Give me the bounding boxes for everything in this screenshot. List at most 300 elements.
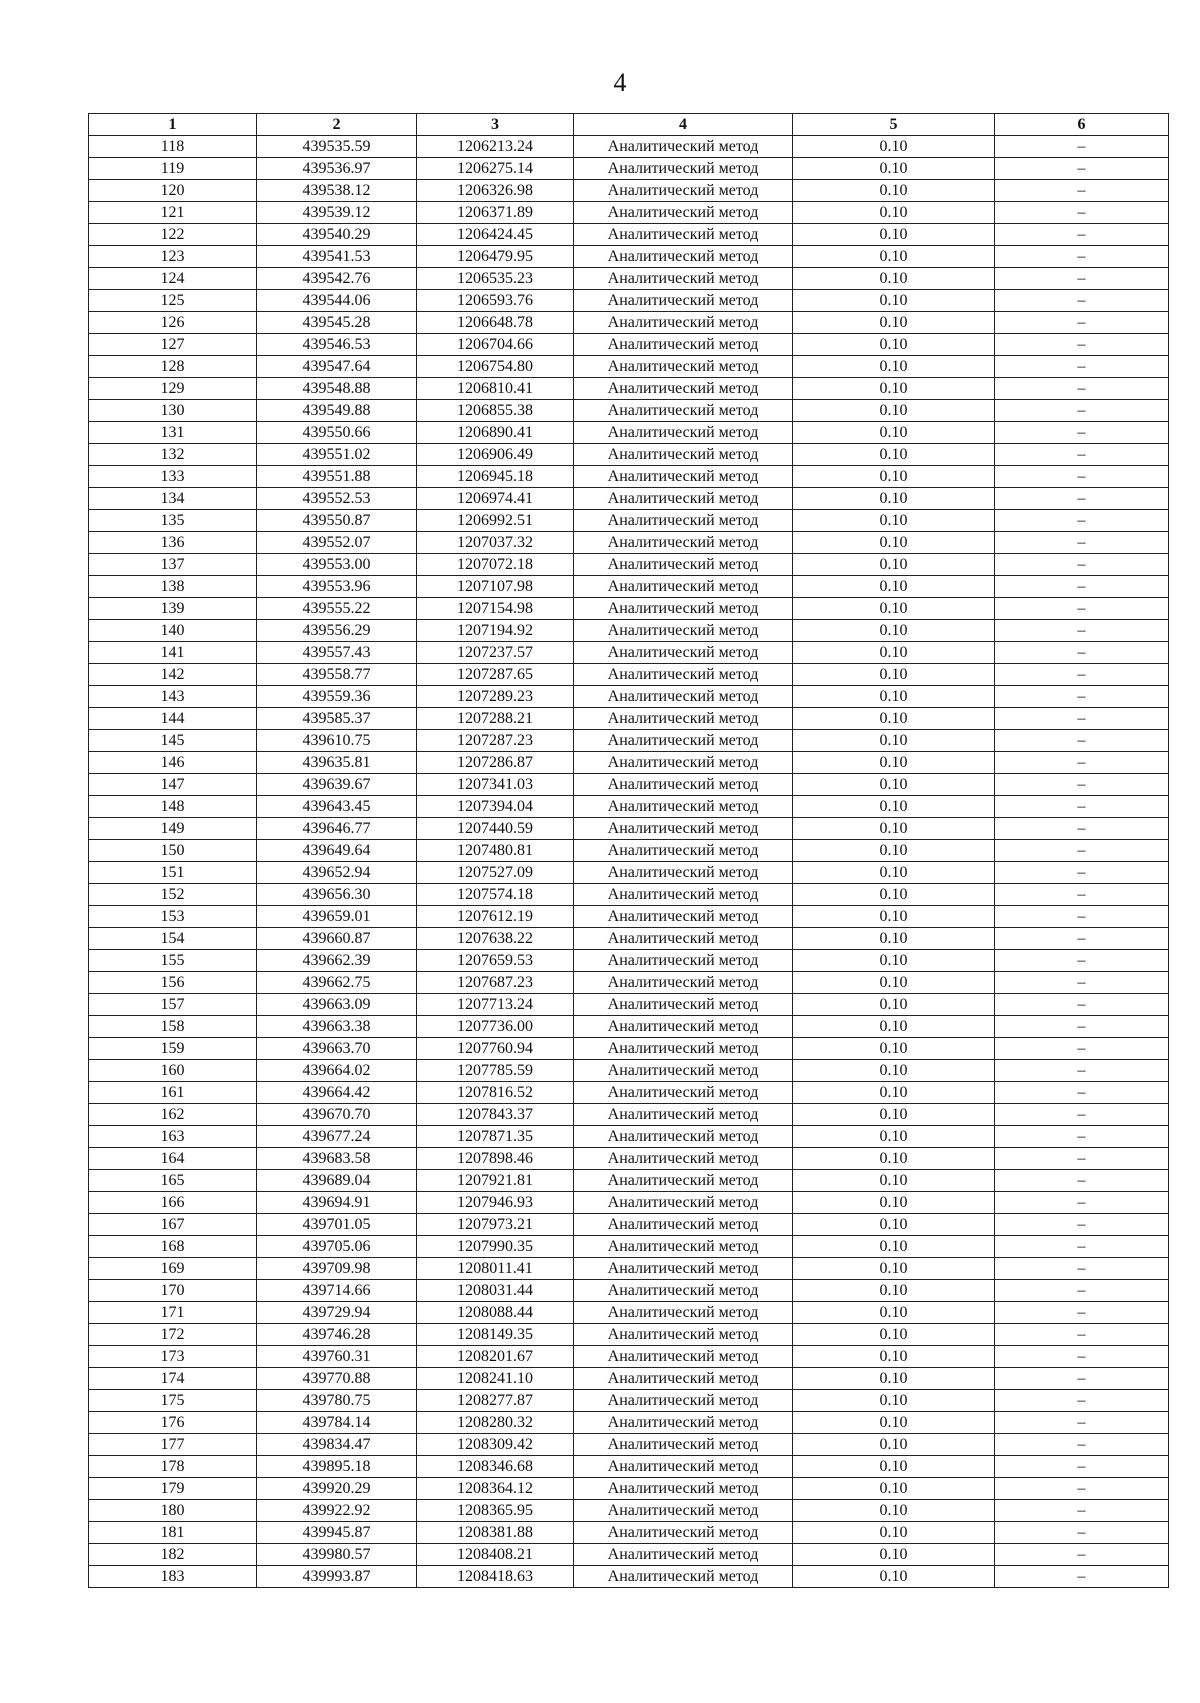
x-coordinate-cell: 439539.12	[257, 202, 417, 224]
table-row	[89, 576, 1169, 598]
point-number-cell: 166	[89, 1192, 257, 1214]
note-cell: –	[995, 598, 1169, 620]
page-number: 4	[613, 68, 627, 97]
point-number-cell: 153	[89, 906, 257, 928]
note-cell: –	[995, 1368, 1169, 1390]
y-coordinate-cell: 1206704.66	[417, 334, 574, 356]
y-coordinate-cell: 1207480.81	[417, 840, 574, 862]
table-row	[89, 1038, 1169, 1060]
point-number-cell: 132	[89, 444, 257, 466]
point-number-cell: 156	[89, 972, 257, 994]
point-number-cell: 179	[89, 1478, 257, 1500]
table-row	[89, 752, 1169, 774]
x-coordinate-cell: 439552.07	[257, 532, 417, 554]
note-cell: –	[995, 1126, 1169, 1148]
point-number-cell: 161	[89, 1082, 257, 1104]
accuracy-cell: 0.10	[793, 202, 995, 224]
point-number-cell: 168	[89, 1236, 257, 1258]
table-row	[89, 554, 1169, 576]
y-coordinate-cell: 1208149.35	[417, 1324, 574, 1346]
point-number-cell: 170	[89, 1280, 257, 1302]
table-row	[89, 1214, 1169, 1236]
method-cell: Аналитический метод	[574, 1478, 793, 1500]
y-coordinate-cell: 1207638.22	[417, 928, 574, 950]
note-cell: –	[995, 1302, 1169, 1324]
method-cell: Аналитический метод	[574, 510, 793, 532]
note-cell: –	[995, 862, 1169, 884]
note-cell: –	[995, 1566, 1169, 1588]
y-coordinate-cell: 1207037.32	[417, 532, 574, 554]
accuracy-cell: 0.10	[793, 312, 995, 334]
x-coordinate-cell: 439701.05	[257, 1214, 417, 1236]
y-coordinate-cell: 1207871.35	[417, 1126, 574, 1148]
note-cell: –	[995, 994, 1169, 1016]
note-cell: –	[995, 136, 1169, 158]
table-row	[89, 796, 1169, 818]
accuracy-cell: 0.10	[793, 1456, 995, 1478]
method-cell: Аналитический метод	[574, 246, 793, 268]
method-cell: Аналитический метод	[574, 378, 793, 400]
method-cell: Аналитический метод	[574, 1566, 793, 1588]
accuracy-cell: 0.10	[793, 378, 995, 400]
y-coordinate-cell: 1208346.68	[417, 1456, 574, 1478]
y-coordinate-cell: 1206213.24	[417, 136, 574, 158]
x-coordinate-cell: 439683.58	[257, 1148, 417, 1170]
accuracy-cell: 0.10	[793, 1522, 995, 1544]
x-coordinate-cell: 439714.66	[257, 1280, 417, 1302]
x-coordinate-cell: 439780.75	[257, 1390, 417, 1412]
point-number-cell: 176	[89, 1412, 257, 1434]
accuracy-cell: 0.10	[793, 1544, 995, 1566]
method-cell: Аналитический метод	[574, 444, 793, 466]
table-row	[89, 158, 1169, 180]
note-cell: –	[995, 972, 1169, 994]
y-coordinate-cell: 1207107.98	[417, 576, 574, 598]
point-number-cell: 167	[89, 1214, 257, 1236]
x-coordinate-cell: 439770.88	[257, 1368, 417, 1390]
y-coordinate-cell: 1207394.04	[417, 796, 574, 818]
accuracy-cell: 0.10	[793, 1192, 995, 1214]
y-coordinate-cell: 1207527.09	[417, 862, 574, 884]
x-coordinate-cell: 439541.53	[257, 246, 417, 268]
table-row	[89, 950, 1169, 972]
method-cell: Аналитический метод	[574, 224, 793, 246]
point-number-cell: 174	[89, 1368, 257, 1390]
table-row	[89, 488, 1169, 510]
note-cell: –	[995, 884, 1169, 906]
method-cell: Аналитический метод	[574, 664, 793, 686]
y-coordinate-cell: 1208201.67	[417, 1346, 574, 1368]
accuracy-cell: 0.10	[793, 1082, 995, 1104]
x-coordinate-cell: 439610.75	[257, 730, 417, 752]
table-row	[89, 1412, 1169, 1434]
y-coordinate-cell: 1208277.87	[417, 1390, 574, 1412]
x-coordinate-cell: 439980.57	[257, 1544, 417, 1566]
y-coordinate-cell: 1206424.45	[417, 224, 574, 246]
y-coordinate-cell: 1206371.89	[417, 202, 574, 224]
point-number-cell: 121	[89, 202, 257, 224]
note-cell: –	[995, 1478, 1169, 1500]
y-coordinate-cell: 1206479.95	[417, 246, 574, 268]
column-header: 6	[995, 114, 1169, 136]
coordinates-table	[88, 113, 1169, 1588]
y-coordinate-cell: 1207736.00	[417, 1016, 574, 1038]
method-cell: Аналитический метод	[574, 1324, 793, 1346]
note-cell: –	[995, 378, 1169, 400]
accuracy-cell: 0.10	[793, 488, 995, 510]
x-coordinate-cell: 439694.91	[257, 1192, 417, 1214]
table-row	[89, 972, 1169, 994]
y-coordinate-cell: 1207946.93	[417, 1192, 574, 1214]
x-coordinate-cell: 439945.87	[257, 1522, 417, 1544]
y-coordinate-cell: 1206855.38	[417, 400, 574, 422]
table-row	[89, 1478, 1169, 1500]
accuracy-cell: 0.10	[793, 510, 995, 532]
point-number-cell: 164	[89, 1148, 257, 1170]
table-header-row	[89, 114, 1169, 136]
table-row	[89, 1170, 1169, 1192]
table-row	[89, 1236, 1169, 1258]
table-row	[89, 1368, 1169, 1390]
table-row	[89, 356, 1169, 378]
y-coordinate-cell: 1206974.41	[417, 488, 574, 510]
table-row	[89, 136, 1169, 158]
y-coordinate-cell: 1207973.21	[417, 1214, 574, 1236]
method-cell: Аналитический метод	[574, 730, 793, 752]
x-coordinate-cell: 439760.31	[257, 1346, 417, 1368]
table-row	[89, 598, 1169, 620]
method-cell: Аналитический метод	[574, 1148, 793, 1170]
table-row	[89, 378, 1169, 400]
method-cell: Аналитический метод	[574, 400, 793, 422]
x-coordinate-cell: 439729.94	[257, 1302, 417, 1324]
note-cell: –	[995, 950, 1169, 972]
y-coordinate-cell: 1207921.81	[417, 1170, 574, 1192]
table-row	[89, 1258, 1169, 1280]
y-coordinate-cell: 1207341.03	[417, 774, 574, 796]
note-cell: –	[995, 290, 1169, 312]
note-cell: –	[995, 1082, 1169, 1104]
y-coordinate-cell: 1207286.87	[417, 752, 574, 774]
x-coordinate-cell: 439551.88	[257, 466, 417, 488]
method-cell: Аналитический метод	[574, 1214, 793, 1236]
y-coordinate-cell: 1207612.19	[417, 906, 574, 928]
point-number-cell: 127	[89, 334, 257, 356]
accuracy-cell: 0.10	[793, 180, 995, 202]
x-coordinate-cell: 439585.37	[257, 708, 417, 730]
note-cell: –	[995, 1016, 1169, 1038]
accuracy-cell: 0.10	[793, 642, 995, 664]
note-cell: –	[995, 1434, 1169, 1456]
note-cell: –	[995, 180, 1169, 202]
method-cell: Аналитический метод	[574, 158, 793, 180]
method-cell: Аналитический метод	[574, 312, 793, 334]
point-number-cell: 157	[89, 994, 257, 1016]
note-cell: –	[995, 1170, 1169, 1192]
note-cell: –	[995, 708, 1169, 730]
note-cell: –	[995, 268, 1169, 290]
table-row	[89, 1324, 1169, 1346]
method-cell: Аналитический метод	[574, 1302, 793, 1324]
table-row	[89, 1522, 1169, 1544]
method-cell: Аналитический метод	[574, 862, 793, 884]
method-cell: Аналитический метод	[574, 1192, 793, 1214]
accuracy-cell: 0.10	[793, 1434, 995, 1456]
x-coordinate-cell: 439663.38	[257, 1016, 417, 1038]
accuracy-cell: 0.10	[793, 1258, 995, 1280]
method-cell: Аналитический метод	[574, 290, 793, 312]
x-coordinate-cell: 439646.77	[257, 818, 417, 840]
point-number-cell: 175	[89, 1390, 257, 1412]
x-coordinate-cell: 439746.28	[257, 1324, 417, 1346]
x-coordinate-cell: 439663.09	[257, 994, 417, 1016]
method-cell: Аналитический метод	[574, 1170, 793, 1192]
x-coordinate-cell: 439557.43	[257, 642, 417, 664]
column-header: 1	[89, 114, 257, 136]
point-number-cell: 163	[89, 1126, 257, 1148]
x-coordinate-cell: 439550.66	[257, 422, 417, 444]
note-cell: –	[995, 488, 1169, 510]
y-coordinate-cell: 1207816.52	[417, 1082, 574, 1104]
method-cell: Аналитический метод	[574, 1126, 793, 1148]
y-coordinate-cell: 1206810.41	[417, 378, 574, 400]
x-coordinate-cell: 439662.75	[257, 972, 417, 994]
point-number-cell: 145	[89, 730, 257, 752]
x-coordinate-cell: 439538.12	[257, 180, 417, 202]
x-coordinate-cell: 439922.92	[257, 1500, 417, 1522]
note-cell: –	[995, 840, 1169, 862]
note-cell: –	[995, 554, 1169, 576]
method-cell: Аналитический метод	[574, 972, 793, 994]
note-cell: –	[995, 246, 1169, 268]
y-coordinate-cell: 1207440.59	[417, 818, 574, 840]
note-cell: –	[995, 1346, 1169, 1368]
accuracy-cell: 0.10	[793, 1302, 995, 1324]
method-cell: Аналитический метод	[574, 1104, 793, 1126]
y-coordinate-cell: 1206275.14	[417, 158, 574, 180]
table-row	[89, 290, 1169, 312]
x-coordinate-cell: 439553.00	[257, 554, 417, 576]
point-number-cell: 140	[89, 620, 257, 642]
accuracy-cell: 0.10	[793, 1324, 995, 1346]
note-cell: –	[995, 312, 1169, 334]
note-cell: –	[995, 422, 1169, 444]
y-coordinate-cell: 1207287.65	[417, 664, 574, 686]
note-cell: –	[995, 356, 1169, 378]
x-coordinate-cell: 439993.87	[257, 1566, 417, 1588]
method-cell: Аналитический метод	[574, 796, 793, 818]
accuracy-cell: 0.10	[793, 862, 995, 884]
accuracy-cell: 0.10	[793, 444, 995, 466]
method-cell: Аналитический метод	[574, 1434, 793, 1456]
point-number-cell: 172	[89, 1324, 257, 1346]
table-row	[89, 202, 1169, 224]
method-cell: Аналитический метод	[574, 1236, 793, 1258]
y-coordinate-cell: 1208031.44	[417, 1280, 574, 1302]
table-row	[89, 422, 1169, 444]
point-number-cell: 149	[89, 818, 257, 840]
method-cell: Аналитический метод	[574, 906, 793, 928]
method-cell: Аналитический метод	[574, 488, 793, 510]
point-number-cell: 120	[89, 180, 257, 202]
y-coordinate-cell: 1208365.95	[417, 1500, 574, 1522]
accuracy-cell: 0.10	[793, 818, 995, 840]
y-coordinate-cell: 1206535.23	[417, 268, 574, 290]
accuracy-cell: 0.10	[793, 1412, 995, 1434]
table-row	[89, 664, 1169, 686]
note-cell: –	[995, 1324, 1169, 1346]
table-row	[89, 1082, 1169, 1104]
point-number-cell: 130	[89, 400, 257, 422]
point-number-cell: 131	[89, 422, 257, 444]
table-row	[89, 774, 1169, 796]
x-coordinate-cell: 439920.29	[257, 1478, 417, 1500]
accuracy-cell: 0.10	[793, 1214, 995, 1236]
note-cell: –	[995, 752, 1169, 774]
point-number-cell: 147	[89, 774, 257, 796]
y-coordinate-cell: 1207072.18	[417, 554, 574, 576]
point-number-cell: 119	[89, 158, 257, 180]
table-row	[89, 312, 1169, 334]
method-cell: Аналитический метод	[574, 1390, 793, 1412]
table-row	[89, 510, 1169, 532]
y-coordinate-cell: 1207288.21	[417, 708, 574, 730]
method-cell: Аналитический метод	[574, 136, 793, 158]
x-coordinate-cell: 439784.14	[257, 1412, 417, 1434]
y-coordinate-cell: 1208088.44	[417, 1302, 574, 1324]
accuracy-cell: 0.10	[793, 708, 995, 730]
y-coordinate-cell: 1207713.24	[417, 994, 574, 1016]
accuracy-cell: 0.10	[793, 576, 995, 598]
x-coordinate-cell: 439834.47	[257, 1434, 417, 1456]
note-cell: –	[995, 1192, 1169, 1214]
point-number-cell: 155	[89, 950, 257, 972]
point-number-cell: 122	[89, 224, 257, 246]
accuracy-cell: 0.10	[793, 158, 995, 180]
y-coordinate-cell: 1208364.12	[417, 1478, 574, 1500]
y-coordinate-cell: 1207289.23	[417, 686, 574, 708]
y-coordinate-cell: 1206906.49	[417, 444, 574, 466]
note-cell: –	[995, 1390, 1169, 1412]
note-cell: –	[995, 686, 1169, 708]
x-coordinate-cell: 439895.18	[257, 1456, 417, 1478]
table-row	[89, 708, 1169, 730]
point-number-cell: 160	[89, 1060, 257, 1082]
point-number-cell: 118	[89, 136, 257, 158]
point-number-cell: 159	[89, 1038, 257, 1060]
table-row	[89, 1060, 1169, 1082]
y-coordinate-cell: 1206593.76	[417, 290, 574, 312]
point-number-cell: 169	[89, 1258, 257, 1280]
y-coordinate-cell: 1207785.59	[417, 1060, 574, 1082]
method-cell: Аналитический метод	[574, 202, 793, 224]
note-cell: –	[995, 1544, 1169, 1566]
accuracy-cell: 0.10	[793, 840, 995, 862]
method-cell: Аналитический метод	[574, 928, 793, 950]
table-row	[89, 1544, 1169, 1566]
accuracy-cell: 0.10	[793, 1500, 995, 1522]
table-row	[89, 906, 1169, 928]
y-coordinate-cell: 1207687.23	[417, 972, 574, 994]
accuracy-cell: 0.10	[793, 466, 995, 488]
x-coordinate-cell: 439553.96	[257, 576, 417, 598]
method-cell: Аналитический метод	[574, 818, 793, 840]
method-cell: Аналитический метод	[574, 620, 793, 642]
note-cell: –	[995, 906, 1169, 928]
x-coordinate-cell: 439663.70	[257, 1038, 417, 1060]
y-coordinate-cell: 1206890.41	[417, 422, 574, 444]
method-cell: Аналитический метод	[574, 1522, 793, 1544]
note-cell: –	[995, 664, 1169, 686]
accuracy-cell: 0.10	[793, 686, 995, 708]
x-coordinate-cell: 439535.59	[257, 136, 417, 158]
method-cell: Аналитический метод	[574, 994, 793, 1016]
x-coordinate-cell: 439547.64	[257, 356, 417, 378]
y-coordinate-cell: 1207194.92	[417, 620, 574, 642]
x-coordinate-cell: 439709.98	[257, 1258, 417, 1280]
note-cell: –	[995, 1148, 1169, 1170]
note-cell: –	[995, 620, 1169, 642]
method-cell: Аналитический метод	[574, 1412, 793, 1434]
accuracy-cell: 0.10	[793, 334, 995, 356]
accuracy-cell: 0.10	[793, 1478, 995, 1500]
table-row	[89, 1280, 1169, 1302]
point-number-cell: 165	[89, 1170, 257, 1192]
table-row	[89, 1192, 1169, 1214]
note-cell: –	[995, 1236, 1169, 1258]
accuracy-cell: 0.10	[793, 906, 995, 928]
table-row	[89, 1016, 1169, 1038]
table-row	[89, 642, 1169, 664]
point-number-cell: 125	[89, 290, 257, 312]
accuracy-cell: 0.10	[793, 972, 995, 994]
table-row	[89, 1126, 1169, 1148]
note-cell: –	[995, 224, 1169, 246]
point-number-cell: 151	[89, 862, 257, 884]
table-row	[89, 1566, 1169, 1588]
accuracy-cell: 0.10	[793, 1346, 995, 1368]
method-cell: Аналитический метод	[574, 1500, 793, 1522]
note-cell: –	[995, 1280, 1169, 1302]
table-row	[89, 1302, 1169, 1324]
point-number-cell: 142	[89, 664, 257, 686]
point-number-cell: 144	[89, 708, 257, 730]
x-coordinate-cell: 439670.70	[257, 1104, 417, 1126]
table-row	[89, 840, 1169, 862]
method-cell: Аналитический метод	[574, 1456, 793, 1478]
table-row	[89, 928, 1169, 950]
point-number-cell: 129	[89, 378, 257, 400]
table-row	[89, 1434, 1169, 1456]
point-number-cell: 135	[89, 510, 257, 532]
table-row	[89, 994, 1169, 1016]
table-row	[89, 334, 1169, 356]
note-cell: –	[995, 158, 1169, 180]
table-row	[89, 818, 1169, 840]
point-number-cell: 183	[89, 1566, 257, 1588]
note-cell: –	[995, 532, 1169, 554]
accuracy-cell: 0.10	[793, 884, 995, 906]
point-number-cell: 141	[89, 642, 257, 664]
point-number-cell: 136	[89, 532, 257, 554]
accuracy-cell: 0.10	[793, 1104, 995, 1126]
point-number-cell: 138	[89, 576, 257, 598]
point-number-cell: 158	[89, 1016, 257, 1038]
y-coordinate-cell: 1207760.94	[417, 1038, 574, 1060]
y-coordinate-cell: 1206945.18	[417, 466, 574, 488]
accuracy-cell: 0.10	[793, 532, 995, 554]
accuracy-cell: 0.10	[793, 268, 995, 290]
